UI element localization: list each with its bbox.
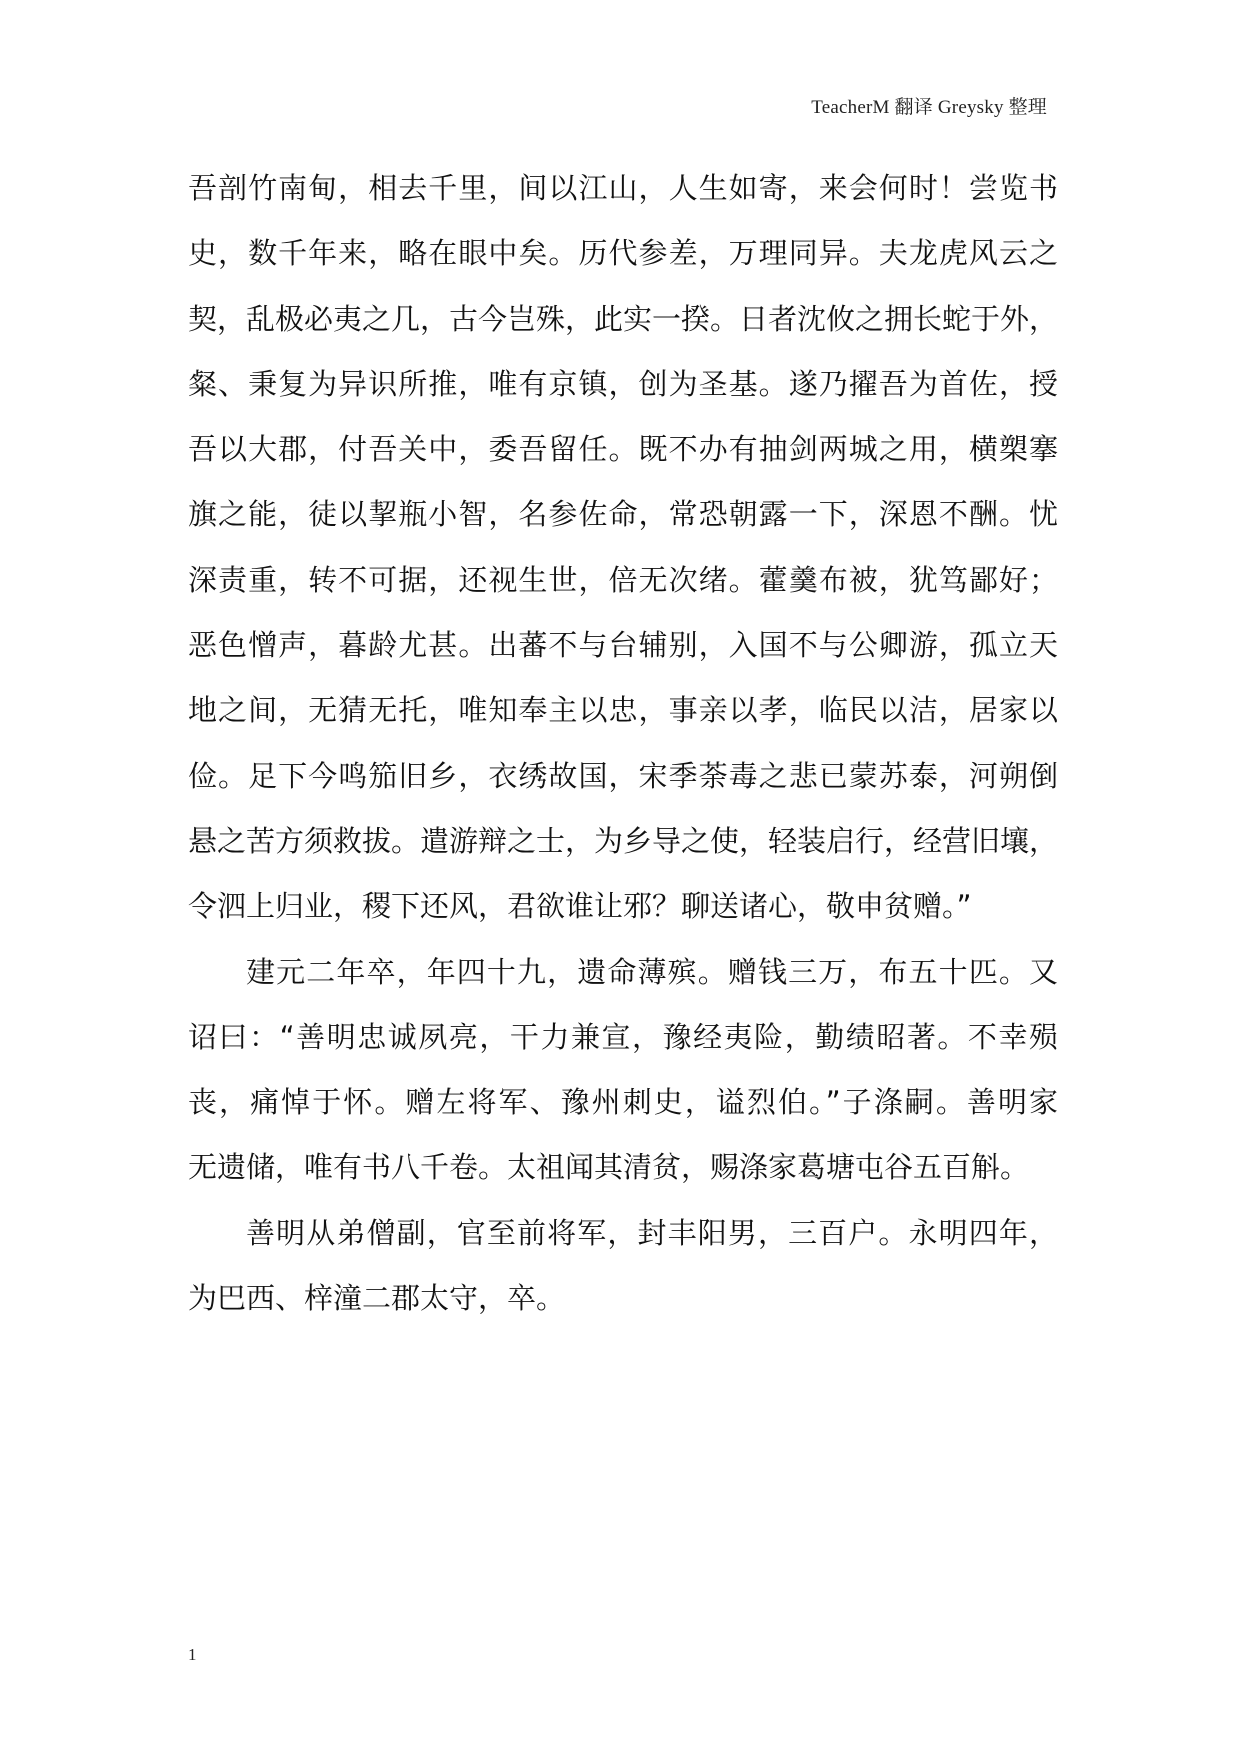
- text-line: 吾剖竹南甸，相去千里，间以江山，人生如寄，来会何时！尝览书: [188, 171, 1058, 205]
- text-line: 为巴西、梓潼二郡太守，卒。: [188, 1281, 566, 1316]
- text-line: 粲、秉复为异识所推，唯有京镇，创为圣基。遂乃擢吾为首佐，授: [188, 366, 1058, 401]
- text-line: 诏曰：“善明忠诚夙亮，干力兼宣，豫经夷险，勤绩昭著。不幸殒: [188, 1019, 1058, 1054]
- text-line: 吾以大郡，付吾关中，委吾留任。既不办有抽剑两城之用，横槊搴: [188, 432, 1058, 467]
- text-line: 无遗储，唯有书八千卷。太祖闻其清贫，赐涤家葛塘屯谷五百斛。: [188, 1150, 1030, 1185]
- text-line: 建元二年卒，年四十九，遗命薄殡。赠钱三万，布五十匹。又: [246, 954, 1058, 989]
- text-line: 史，数千年来，略在眼中矣。历代参差，万理同异。夫龙虎风云之: [188, 236, 1058, 271]
- page-header: TeacherM 翻译 Greysky 整理: [811, 97, 1047, 118]
- paragraph: [188, 1201, 1058, 1332]
- page-number: 1: [188, 1645, 197, 1664]
- text-line: 悬之苦方须救拔。遣游辩之士，为乡导之使，轻装启行，经营旧壤，: [188, 823, 1059, 858]
- text-line: 地之间，无猜无托，唯知奉主以忠，事亲以孝，临民以洁，居家以: [188, 693, 1058, 728]
- body-text: [188, 156, 1058, 1331]
- text-line: 令泗上归业，稷下还风，君欲谁让邪？聊送诸心，敬申贫赠。”: [188, 889, 972, 924]
- text-line: 深责重，转不可据，还视生世，倍无次绪。藿羹布被，犹笃鄙好；: [188, 562, 1058, 597]
- text-line: 善明从弟僧副，官至前将军，封丰阳男，三百户。永明四年，: [246, 1215, 1058, 1250]
- text-line: 丧，痛悼于怀。赠左将军、豫州刺史，谥烈伯。”子涤嗣。善明家: [188, 1085, 1058, 1120]
- text-line: 俭。足下今鸣笳旧乡，衣绣故国，宋季荼毒之悲已蒙苏泰，河朔倒: [188, 758, 1058, 793]
- text-line: 旗之能，徒以挈瓶小智，名参佐命，常恐朝露一下，深恩不酬。忧: [188, 497, 1058, 532]
- paragraph: [188, 940, 1058, 1201]
- text-line: 恶色憎声，暮龄尤甚。出蕃不与台辅别，入国不与公卿游，孤立天: [188, 628, 1058, 663]
- paragraph: [188, 156, 1058, 940]
- text-line: 契，乱极必夷之几，古今岂殊，此实一揆。日者沈攸之拥长蛇于外，: [188, 301, 1059, 336]
